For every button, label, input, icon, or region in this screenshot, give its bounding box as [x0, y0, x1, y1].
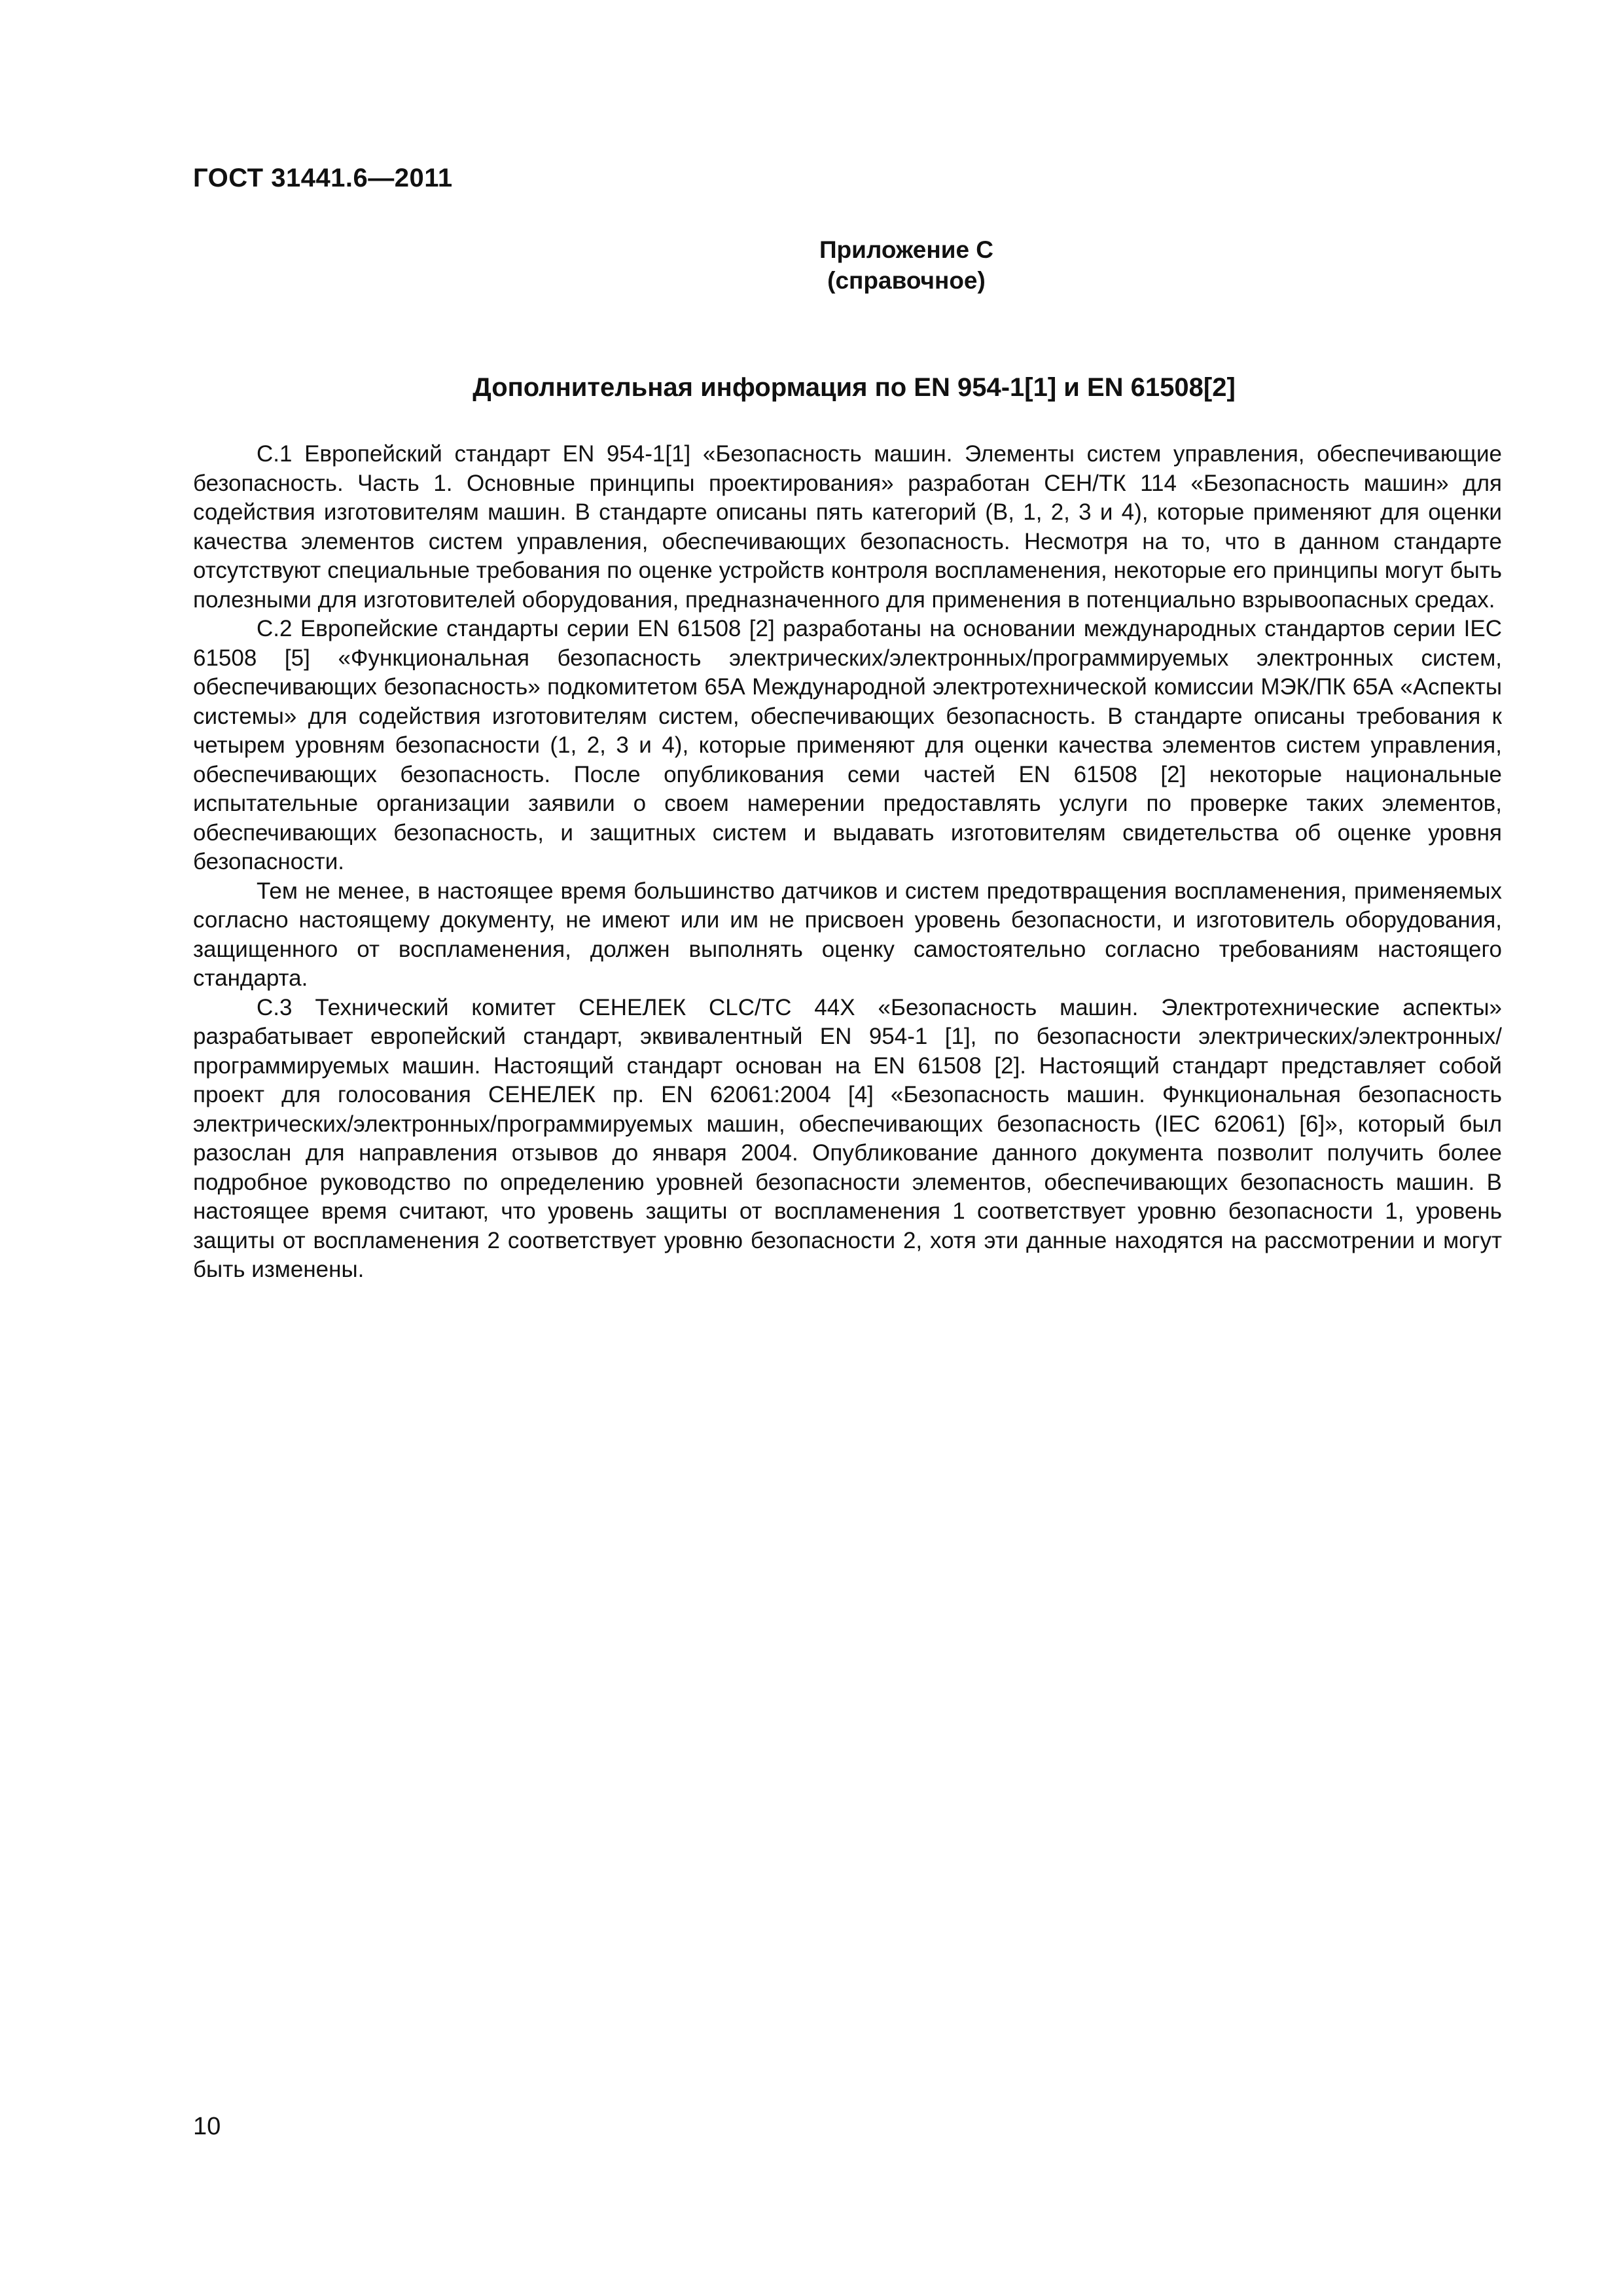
paragraph-c2-continued: Тем не менее, в настоящее время большинство датчиков и систем предотвращения воспламенения, применяемых согласно настоящему документу, не имеют или им не присвоен уровень безопасности, и изготовитель оборудования, защищенного от воспламенения, должен выполнять оценку самостоятельно согласно требованиям настоящего стандарта.	[193, 878, 1502, 991]
page-number: 10	[193, 2113, 221, 2140]
appendix-type: (справочное)	[827, 267, 986, 294]
document-header: ГОСТ 31441.6—2011	[193, 164, 453, 192]
paragraph-c3: С.3 Технический комитет СЕНЕЛЕК CLC/TC 44X «Безопасность машин. Электротехнические аспекты» разрабатывает европейский стандарт, эквивалентный EN 954-1 [1], по безопасности электрических/электронных/программируемых машин. Настоящий стандарт основан на EN 61508 [2]. Настоящий стандарт представляет собой проект для голосования СЕНЕЛЕК пр. EN 62061:2004 [4] «Безопасность машин. Функциональная безопасность электрических/электронных/программируемых машин, обеспечивающих безопасность (IEC 62061) [6]», который был разослан для направления отзывов до января 2004. Опубликование данного документа позволит получить более подробное руководство по определению уровней безопасности элементов, обеспечивающих безопасность машин. В настоящее время считают, что уровень защиты от воспламенения 1 соответствует уровню безопасности 1, уровень защиты от воспламенения 2 соответствует уровню безопасности 2, хотя эти данные находятся на рассмотрении и могут быть изменены.	[193, 994, 1502, 1282]
appendix-heading	[0, 234, 1623, 296]
paragraph-c2: С.2 Европейские стандарты серии EN 61508 [2] разработаны на основании международных стандартов серии IEC 61508 [5] «Функциональная безопасность электрических/электронных/программируемых электронных систем, обеспечивающих безопасность» подкомитетом 65А Международной электротехнической комиссии МЭК/ПК 65А «Аспекты системы» для содействия изготовителям систем, обеспечивающих безопасность. В стандарте описаны требования к четырем уровням безопасности (1, 2, 3 и 4), которые применяют для оценки качества элементов систем управления, обеспечивающих безопасность. После опубликования семи частей EN 61508 [2] некоторые национальные испытательные организации заявили о своем намерении предоставлять услуги по проверке таких элементов, обеспечивающих безопасность, и защитных систем и выдавать изготовителям свидетельства об оценке уровня безопасности.	[193, 616, 1502, 874]
paragraph-c1: С.1 Европейский стандарт EN 954-1[1] «Безопасность машин. Элементы систем управления, обеспечивающие безопасность. Часть 1. Основные принципы проектирования» разработан СЕН/ТК 114 «Безопасность машин» для содействия изготовителям машин. В стандарте описаны пять категорий (В, 1, 2, 3 и 4), которые применяют для оценки качества элементов систем управления, обеспечивающих безопасность. Несмотря на то, что в данном стандарте отсутствуют специальные требования по оценке устройств контроля воспламенения, некоторые его принципы могут быть полезными для изготовителей оборудования, предназначенного для применения в потенциально взрывоопасных средах.	[193, 441, 1502, 613]
body-text	[193, 440, 1502, 1285]
appendix-title: Приложение С	[819, 236, 994, 263]
section-title: Дополнительная информация по EN 954-1[1] и EN 61508[2]	[473, 373, 1236, 402]
